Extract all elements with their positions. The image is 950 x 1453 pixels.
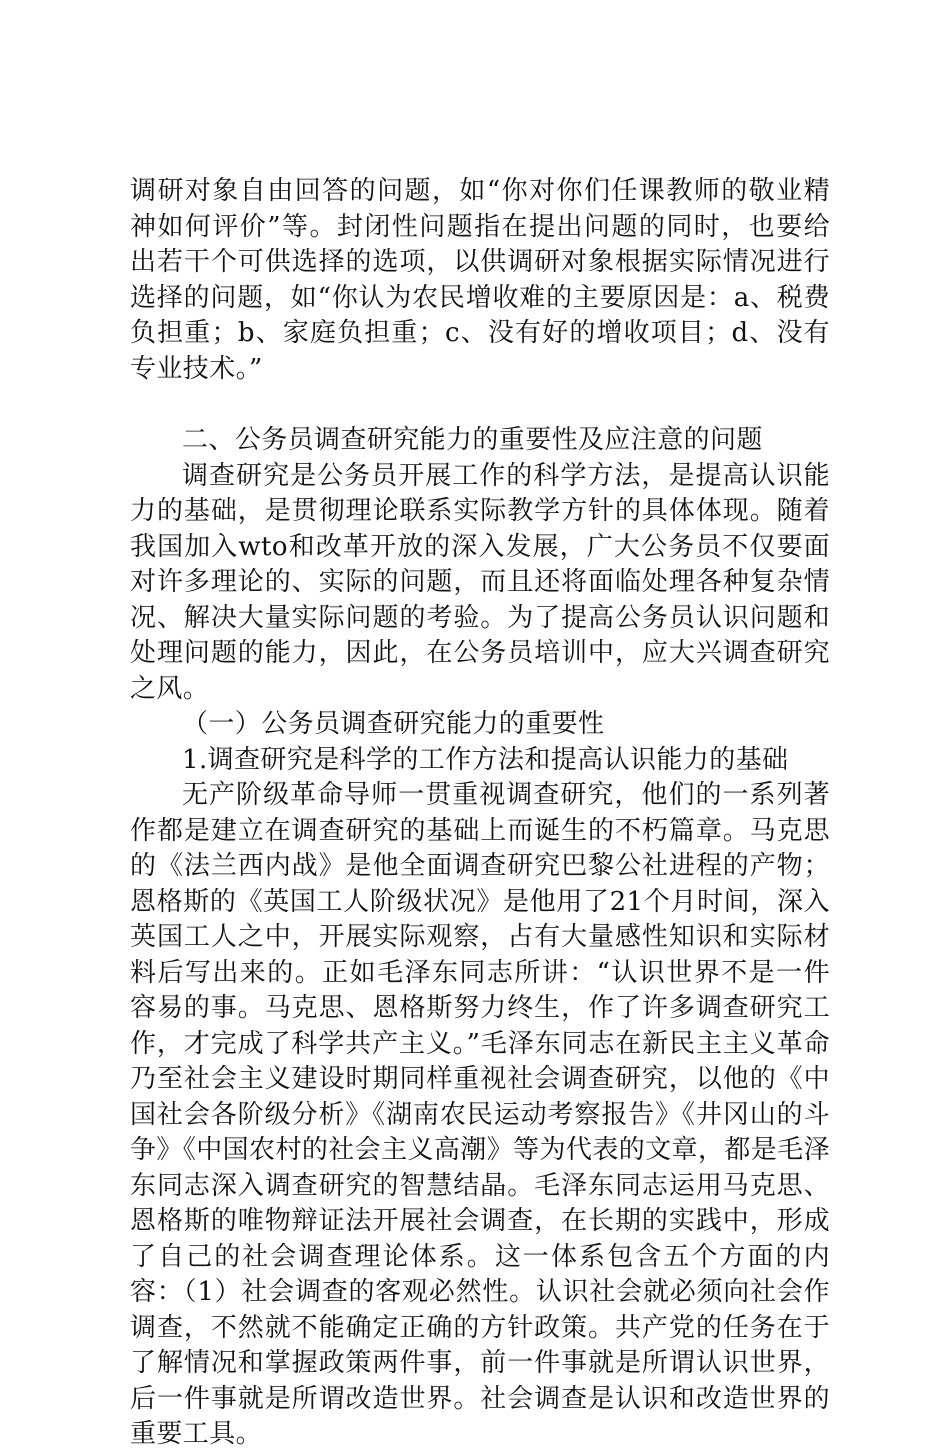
paragraph-spacer <box>130 387 830 423</box>
document-body <box>130 174 830 1453</box>
section-heading: 二、公务员调查研究能力的重要性及应注意的问题 <box>182 425 763 455</box>
paragraph-continuation: 调研对象自由回答的问题，如“你对你们任课教师的敬业精神如何评价”等。封闭性问题指在提出问题的同时，也要给出若干个可供选择的选项，以供调研对象根据实际情况进行选择的问题，如“你认为农民增收难的主要原因是：a、税费负担重；b、家庭负担重；c、没有好的增收项目；d、没有专业技术。” <box>130 176 830 384</box>
point-heading: 1.调查研究是科学的工作方法和提高认识能力的基础 <box>182 744 789 775</box>
subsection-heading: （一）公务员调查研究能力的重要性 <box>182 709 605 739</box>
paragraph-intro: 调查研究是公务员开展工作的科学方法，是提高认识能力的基础，是贯彻理论联系实际教学方针的具体体现。随着我国加入wto和改革开放的深入发展，广大公务员不仅要面对许多理论的、实际的问题，而且还将面临处理各种复杂情况、解决大量实际问题的考验。为了提高公务员认识问题和处理问题的能力，因此，在公务员培训中，应大兴调查研究之风。 <box>130 460 830 704</box>
paragraph-body: 无产阶级革命导师一贯重视调查研究，他们的一系列著作都是建立在调查研究的基础上而诞生的不朽篇章。马克思的《法兰西内战》是他全面调查研究巴黎公社进程的产物；恩格斯的《英国工人阶级状况》是他用了21个月时间，深入英国工人之中，开展实际观察，占有大量感性知识和实际材料后写出来的。正如毛泽东同志所讲：“认识世界不是一件容易的事。马克思、恩格斯努力终生，作了许多调查研究工作，才完成了科学共产主义。”毛泽东同志在新民主主义革命乃至社会主义建设时期同样重视社会调查研究，以他的《中国社会各阶级分析》《湖南农民运动考察报告》《井冈山的斗争》《中国农村的社会主义高潮》等为代表的文章，都是毛泽东同志深入调查研究的智慧结晶。毛泽东同志运用马克思、恩格斯的唯物辩证法开展社会调查，在长期的实践中，形成了自己的社会调查理论体系。这一体系包含五个方面的内容：（1）社会调查的客观必然性。认识社会就必须向社会作调查，不然就不能确定正确的方针政策。共产党的任务在于了解情况和掌握政策两件事，前一件事就是所谓认识世界，后一件事就是所谓改造世界。社会调查是认识和改造世界的重要工具。 <box>130 780 830 1449</box>
